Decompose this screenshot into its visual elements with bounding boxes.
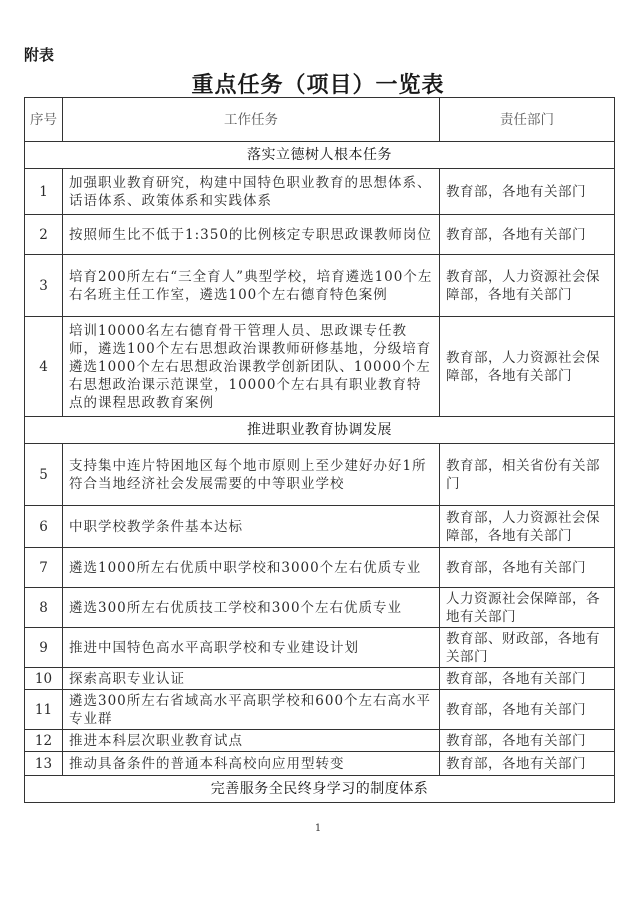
section-row — [25, 142, 615, 169]
row-dept: 教育部，各地有关部门 — [440, 752, 615, 776]
table-row — [25, 628, 615, 668]
section-row — [25, 776, 615, 803]
table-row — [25, 255, 615, 317]
row-task: 遴选300所左右省域高水平高职学校和600个左右高水平专业群 — [63, 690, 440, 730]
row-task: 培训10000名左右德育骨干管理人员、思政课专任教师，遴选100个左右思想政治课教师研修基地，分级培育遴选1000个左右思想政治课教学创新团队、10000个左右思想政治课示范课堂，10000个左右具有职业教育特点的课程思政教育案例 — [63, 317, 440, 417]
row-number: 5 — [25, 444, 63, 506]
section-title: 落实立德树人根本任务 — [25, 142, 615, 169]
row-number: 2 — [25, 215, 63, 255]
document-title: 重点任务（项目）一览表 — [191, 72, 445, 98]
row-number: 8 — [25, 588, 63, 628]
row-task: 遴选1000所左右优质中职学校和3000个左右优质专业 — [63, 548, 440, 588]
table-header-row — [25, 98, 615, 142]
table-row — [25, 317, 615, 417]
row-dept: 人力资源社会保障部，各地有关部门 — [440, 588, 615, 628]
table-row — [25, 506, 615, 548]
row-task: 加强职业教育研究，构建中国特色职业教育的思想体系、话语体系、政策体系和实践体系 — [63, 169, 440, 215]
table-row — [25, 444, 615, 506]
attachment-label: 附表 — [24, 46, 55, 64]
column-header-task: 工作任务 — [63, 98, 440, 142]
row-task: 按照师生比不低于1:350的比例核定专职思政课教师岗位 — [63, 215, 440, 255]
row-number: 3 — [25, 255, 63, 317]
table-row — [25, 548, 615, 588]
row-number: 11 — [25, 690, 63, 730]
row-task: 中职学校教学条件基本达标 — [63, 506, 440, 548]
row-dept: 教育部，各地有关部门 — [440, 548, 615, 588]
column-header-dept: 责任部门 — [440, 98, 615, 142]
row-dept: 教育部，各地有关部门 — [440, 215, 615, 255]
row-dept: 教育部，各地有关部门 — [440, 668, 615, 690]
row-task: 探索高职专业认证 — [63, 668, 440, 690]
row-number: 1 — [25, 169, 63, 215]
row-task: 推进本科层次职业教育试点 — [63, 730, 440, 752]
row-task: 遴选300所左右优质技工学校和300个左右优质专业 — [63, 588, 440, 628]
row-dept: 教育部，各地有关部门 — [440, 690, 615, 730]
row-dept: 教育部，各地有关部门 — [440, 730, 615, 752]
page-number: 1 — [314, 823, 322, 834]
row-number: 9 — [25, 628, 63, 668]
table-row — [25, 690, 615, 730]
row-number: 4 — [25, 317, 63, 417]
row-number: 13 — [25, 752, 63, 776]
row-dept: 教育部，各地有关部门 — [440, 169, 615, 215]
section-title: 推进职业教育协调发展 — [25, 417, 615, 444]
row-number: 12 — [25, 730, 63, 752]
row-dept: 教育部，人力资源社会保障部，各地有关部门 — [440, 506, 615, 548]
table-row — [25, 215, 615, 255]
row-task: 支持集中连片特困地区每个地市原则上至少建好办好1所符合当地经济社会发展需要的中等职业学校 — [63, 444, 440, 506]
row-dept: 教育部，人力资源社会保障部，各地有关部门 — [440, 317, 615, 417]
row-dept: 教育部、财政部，各地有关部门 — [440, 628, 615, 668]
table-row — [25, 169, 615, 215]
table-row — [25, 752, 615, 776]
row-task: 培育200所左右“三全育人”典型学校，培育遴选100个左右名班主任工作室，遴选100个左右德育特色案例 — [63, 255, 440, 317]
row-number: 6 — [25, 506, 63, 548]
table-row — [25, 668, 615, 690]
row-dept: 教育部，相关省份有关部门 — [440, 444, 615, 506]
table-row — [25, 730, 615, 752]
column-header-no: 序号 — [25, 98, 63, 142]
table-row — [25, 588, 615, 628]
row-task: 推动具备条件的普通本科高校向应用型转变 — [63, 752, 440, 776]
task-table — [24, 97, 615, 803]
section-title: 完善服务全民终身学习的制度体系 — [25, 776, 615, 803]
row-number: 10 — [25, 668, 63, 690]
row-dept: 教育部，人力资源社会保障部，各地有关部门 — [440, 255, 615, 317]
section-row — [25, 417, 615, 444]
row-task: 推进中国特色高水平高职学校和专业建设计划 — [63, 628, 440, 668]
row-number: 7 — [25, 548, 63, 588]
